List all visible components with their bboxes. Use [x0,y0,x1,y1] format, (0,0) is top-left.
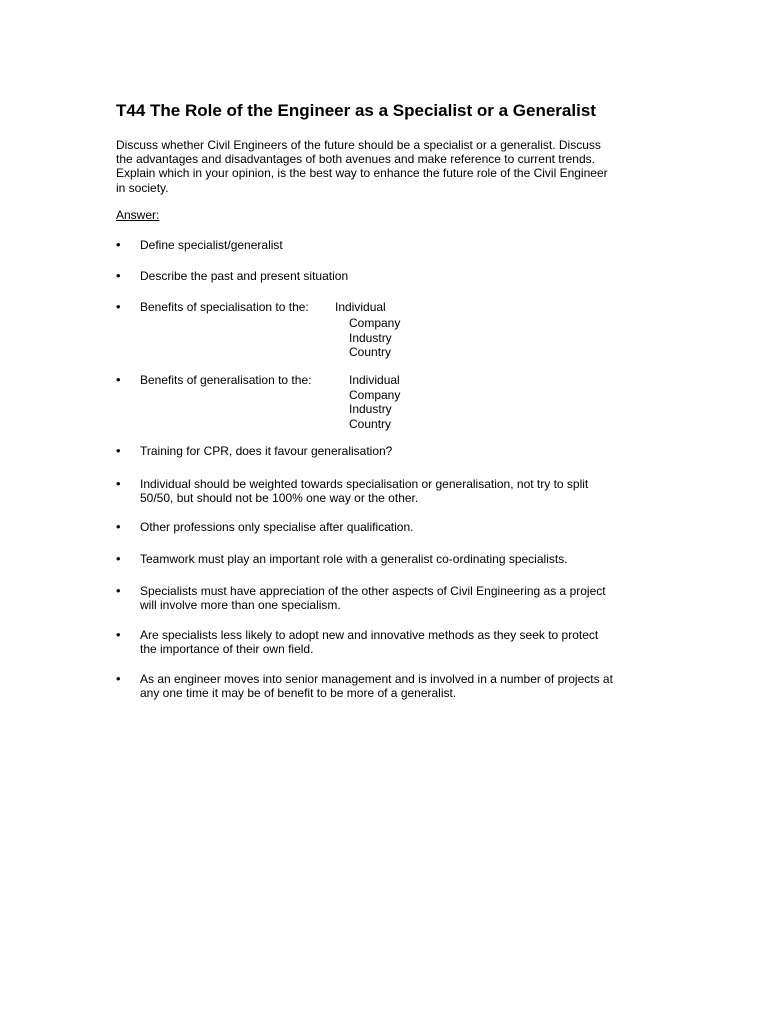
bullet-icon: • [116,299,121,314]
bullet-icon: • [116,519,121,534]
list-item-line: As an engineer moves into senior management and is involved in a number of projects at [140,672,613,686]
list-item-text [140,628,680,656]
intro-paragraph [116,138,656,195]
list-item-line: the importance of their own field. [140,642,314,657]
list-item-line: Individual should be weighted towards specialisation or generalisation, not try to split [140,477,589,491]
bullet-icon: • [116,551,121,566]
list-item-line: Describe the past and present situation [140,269,349,283]
list-item-line: Other professions only specialise after qualification. [140,520,414,534]
bullet-icon: • [116,237,121,252]
list-item-line: Are specialists less likely to adopt new and innovative methods as they seek to protect [140,628,599,642]
sublist-entry: Company [349,387,401,402]
list-item-text [140,477,680,505]
sublist-entry: Country [349,345,392,359]
list-item-line: 50/50, but should not be 100% one way or the other. [140,491,419,506]
benefit-sublist [349,316,400,360]
list-item-text [140,269,680,283]
list-item-text [140,520,680,534]
answer-label: Answer: [116,208,160,222]
bullet-icon: • [116,268,121,283]
list-item-line: Teamwork must play an important role with a generalist co-ordinating specialists. [140,552,568,566]
bullet-icon: • [116,583,121,598]
list-item-text [140,444,680,458]
list-item-line: will involve more than one specialism. [140,598,341,613]
list-item-line: Training for CPR, does it favour generalisation? [140,444,393,458]
sublist-entry: Individual [335,300,386,314]
bullet-icon: • [116,671,121,686]
sublist-entry: Industry [349,402,392,416]
list-item-text [140,300,680,314]
sublist-entry: Individual [349,373,400,387]
list-item-line: Benefits of generalisation to the: [140,373,312,387]
intro-line: Discuss whether Civil Engineers of the future should be a specialist or a generalist. Discuss [116,138,601,152]
bullet-icon: • [116,372,121,387]
intro-line: in society. [116,180,169,195]
list-item-text [140,373,680,387]
sublist-entry: Industry [349,330,392,345]
intro-line: Explain which in your opinion, is the best way to enhance the future role of the Civil Engineer [116,166,608,181]
bullet-icon: • [116,627,121,642]
list-item-line: Benefits of specialisation to the: [140,300,309,314]
list-item-line: any one time it may be of benefit to be more of a generalist. [140,686,457,701]
intro-line: the advantages and disadvantages of both avenues and make reference to current trends. [116,152,595,167]
list-item-text [140,672,680,700]
document-title: T44 The Role of the Engineer as a Specialist or a Generalist [116,101,596,120]
benefit-sublist [335,300,386,315]
bullet-icon: • [116,443,121,458]
sublist-entry: Country [349,416,392,431]
sublist-entry: Company [349,316,401,330]
list-item-line: Specialists must have appreciation of the other aspects of Civil Engineering as a project [140,584,606,598]
list-item-line: Define specialist/generalist [140,238,283,252]
list-item-text [140,584,680,612]
list-item-text [140,238,680,252]
benefit-sublist [349,373,400,431]
list-item-text [140,552,680,566]
bullet-icon: • [116,476,121,491]
